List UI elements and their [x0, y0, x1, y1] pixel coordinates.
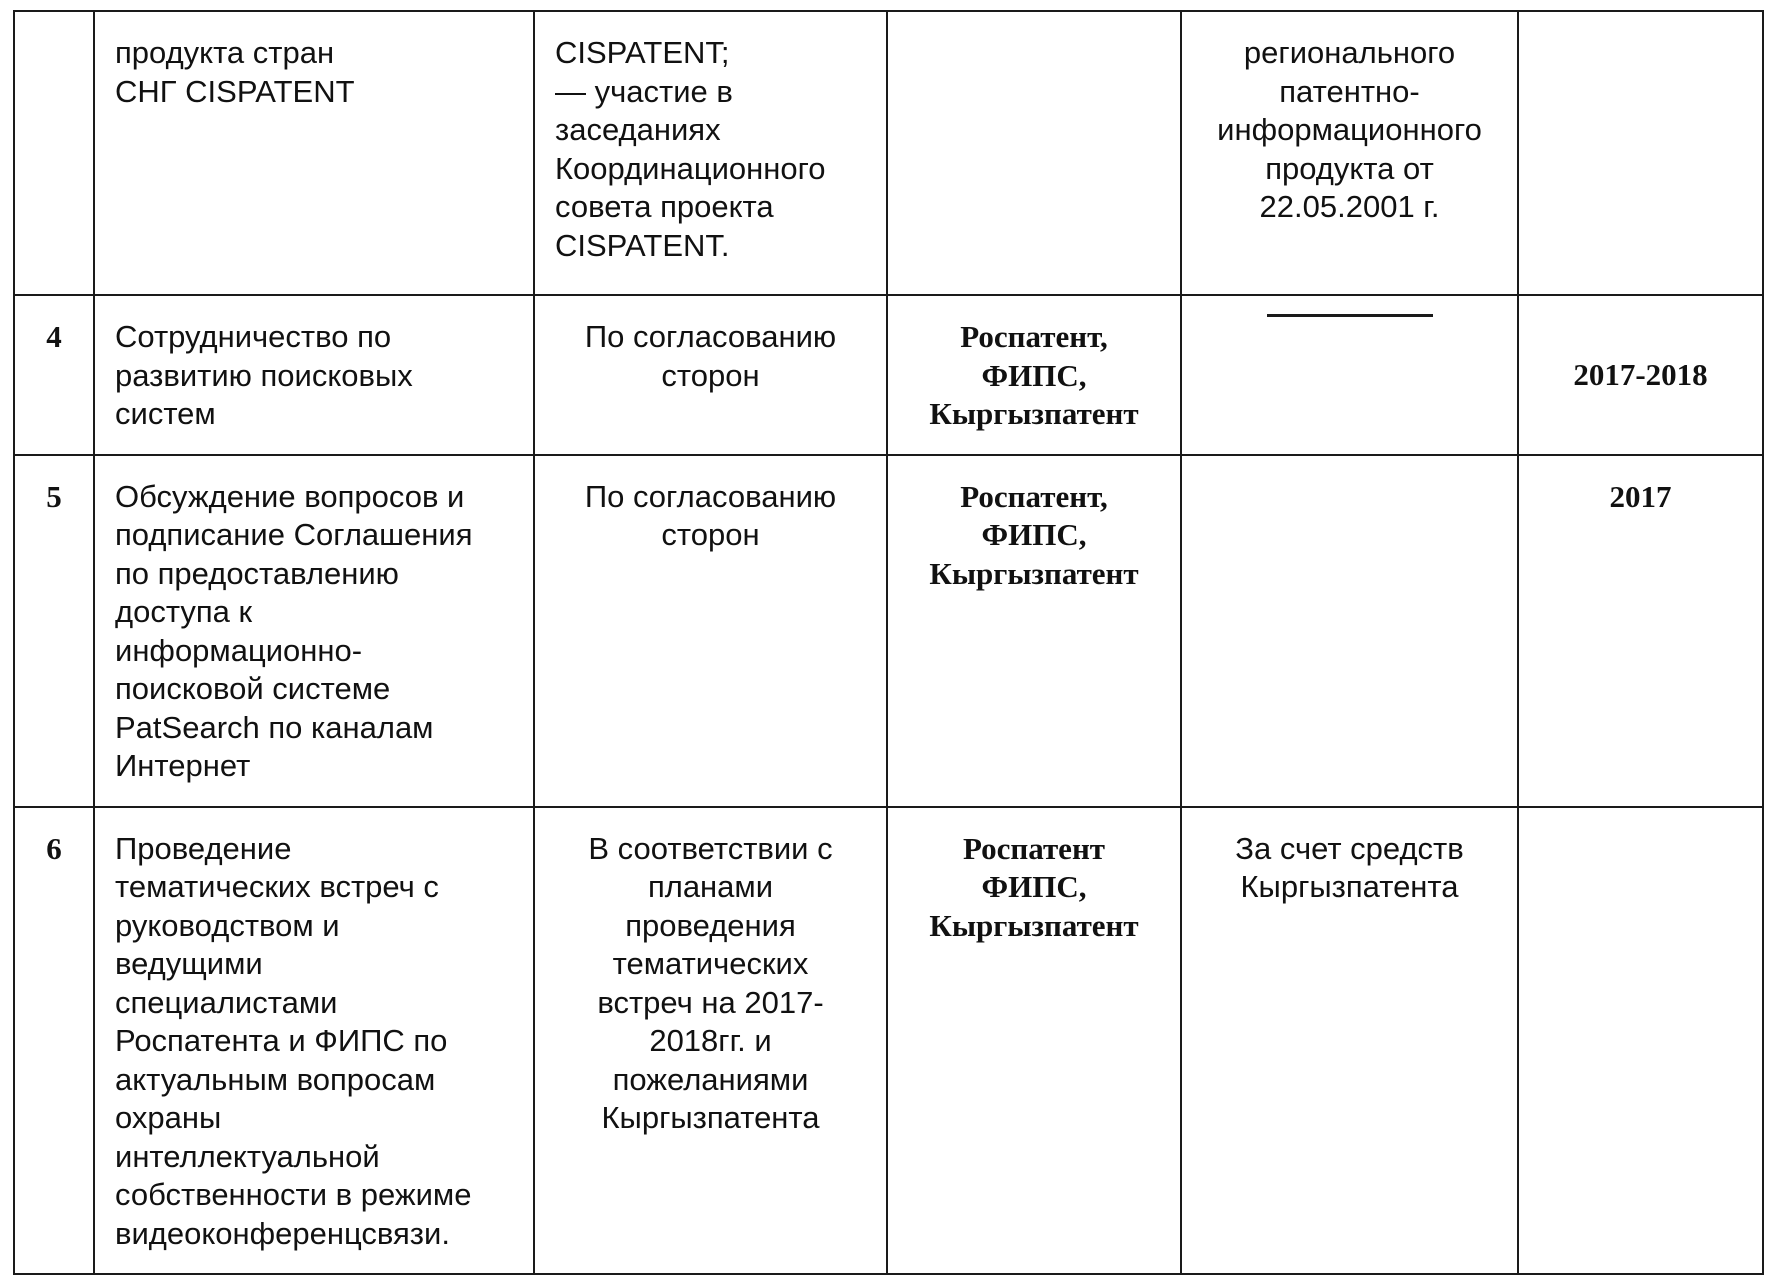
funding-text: регионального патентно- информационного продукта от 22.05.2001 г. [1217, 35, 1482, 224]
term-cell [1518, 295, 1763, 455]
executor-text [888, 12, 1180, 54]
form-cell [534, 295, 887, 455]
form-text: В соответствии с планами проведения тематических встреч на 2017- 2018гг. и пожеланиями Кыргызпатента [588, 830, 833, 1135]
row-number [15, 12, 93, 34]
activity-text: Проведение тематических встреч с руководством и ведущими специалистами Роспатента и ФИПС по актуальным вопросам охраны интеллектуальной собственности в режиме видеоконференцсвязи. [115, 830, 472, 1251]
executor-cell [887, 807, 1181, 1275]
executor-text: Роспатент, ФИПС, Кыргызпатент [929, 478, 1139, 591]
term-cell [1518, 455, 1763, 807]
dash-separator [1267, 314, 1433, 317]
funding-cell [1181, 295, 1518, 455]
executor-cell [887, 455, 1181, 807]
term-text [1519, 808, 1762, 850]
term-text [1519, 12, 1762, 54]
activity-cell [94, 295, 534, 455]
funding-cell [1181, 11, 1518, 295]
form-cell [534, 807, 887, 1275]
activity-cell [94, 11, 534, 295]
funding-text [1182, 456, 1517, 498]
activity-cell [94, 807, 534, 1275]
row-number-cell [14, 807, 94, 1275]
term-text: 2017-2018 [1573, 357, 1708, 392]
document-table [13, 10, 1764, 1275]
funding-text: За счет средств Кыргызпатента [1235, 830, 1464, 904]
table-row [14, 807, 1763, 1275]
row-number: 6 [46, 830, 62, 866]
form-text: CISPATENT; — участие в заседаниях Координационного совета проекта CISPATENT. [555, 35, 826, 263]
term-cell [1518, 807, 1763, 1275]
activity-text: Сотрудничество по развитию поисковых систем [115, 319, 413, 431]
row-number: 4 [46, 319, 62, 354]
executor-cell [887, 11, 1181, 295]
term-text: 2017 [1609, 478, 1672, 514]
form-cell [534, 11, 887, 295]
term-cell [1518, 11, 1763, 295]
funding-cell [1181, 455, 1518, 807]
row-number-cell [14, 295, 94, 455]
executor-cell [887, 295, 1181, 455]
row-number-cell [14, 455, 94, 807]
executor-text: Роспатент ФИПС, Кыргызпатент [929, 830, 1139, 943]
activity-text: Обсуждение вопросов и подписание Соглашения по предоставлению доступа к информационно- поисковой системе PatSearch по каналам Интернет [115, 478, 473, 783]
row-number: 5 [46, 478, 62, 514]
table-row [14, 11, 1763, 295]
form-text: По согласованию сторон [584, 319, 837, 393]
activity-cell [94, 455, 534, 807]
table-row [14, 455, 1763, 807]
row-number-cell [14, 11, 94, 295]
funding-cell [1181, 807, 1518, 1275]
activity-text: продукта стран СНГ CISPATENT [115, 35, 355, 109]
table-row [14, 295, 1763, 455]
form-cell [534, 455, 887, 807]
executor-text: Роспатент, ФИПС, Кыргызпатент [929, 319, 1139, 431]
form-text: По согласованию сторон [584, 478, 837, 552]
